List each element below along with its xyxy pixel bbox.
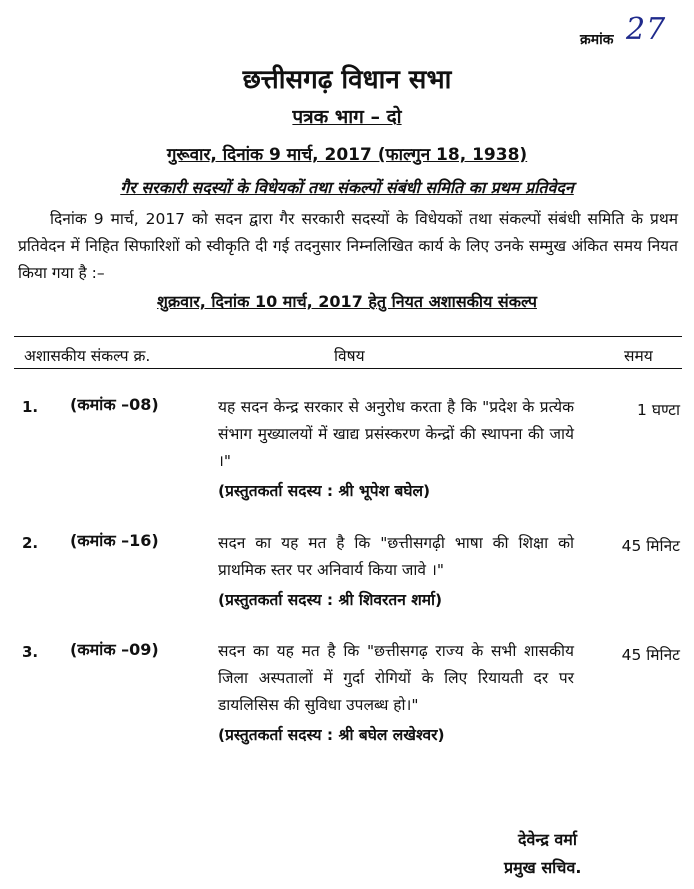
row-2-subject <box>218 530 574 614</box>
row-1-resolution-no: (कमांक –08) <box>70 395 159 414</box>
signatory-designation: प्रमुख सचिव. <box>504 858 582 877</box>
committee-heading: गैर सरकारी सदस्यों के विधेयकों तथा संकल्पों संबंधी समिति का प्रथम प्रतिवेदन <box>120 178 574 197</box>
table-top-rule <box>14 336 682 337</box>
header-time: समय <box>624 347 653 365</box>
signatory-name: देवेन्द्र वर्मा <box>518 830 578 849</box>
row-2-text: सदन का यह मत है कि "छत्तीसगढ़ी भाषा की शिक्षा को प्राथमिक स्तर पर अनिवार्य किया जावे ।" <box>218 534 574 579</box>
bulletin-part: पत्रक भाग – दो <box>292 106 402 128</box>
date-line: गुरूवार, दिनांक 9 मार्च, 2017 (फाल्गुन 18, 1938) <box>166 145 528 165</box>
assembly-title: छत्तीसगढ़ विधान सभा <box>242 65 452 95</box>
serial-number-handwritten: 27 <box>626 12 667 47</box>
row-1-subject <box>218 394 574 505</box>
row-3-resolution-no: (कमांक –09) <box>70 640 159 659</box>
presenter-name: श्री भूपेश बघेल) <box>338 482 431 500</box>
presenter-name: श्री बघेल लखेश्वर) <box>338 726 445 744</box>
row-2-presenter <box>218 587 574 614</box>
row-3-subject <box>218 638 574 749</box>
row-1-time: 1 घण्टा <box>637 401 680 419</box>
presenter-label: (प्रस्तुतकर्ता सदस्य : <box>218 591 339 609</box>
intro-paragraph: दिनांक 9 मार्च, 2017 को सदन द्वारा गैर सरकारी सदस्यों के विधेयकों तथा संकल्पों संबंधी समिति के प्रथम प्रतिवेदन में निहित सिफारिशों को स्वीकृति दी गई तदनुसार निम्नलिखित कार्य के लिए उनके सम्मुख अंकित समय नियत किया गया है :– <box>18 210 678 282</box>
row-1-presenter <box>218 478 574 505</box>
row-3-text: सदन का यह मत है कि "छत्तीसगढ़ राज्य के सभी शासकीय जिला अस्पतालों में गुर्दा रोगियों के लिए रियायती दर पर डायलिसिस की सुविधा उपलब्ध हो।" <box>218 642 574 714</box>
row-1-text: यह सदन केन्द्र सरकार से अनुरोध करता है कि "प्रदेश के प्रत्येक संभाग मुख्यालयों में खाद्य प्रसंस्करण केन्द्रों की स्थापना की जाये ।" <box>218 398 574 470</box>
header-resolution-no: अशासकीय संकल्प क्र. <box>24 347 151 365</box>
header-subject: विषय <box>334 347 365 365</box>
presenter-name: श्री शिवरतन शर्मा) <box>338 591 443 609</box>
row-1-serial: 1. <box>22 398 39 416</box>
row-3-presenter <box>218 722 574 749</box>
row-2-resolution-no: (कमांक –16) <box>70 531 159 550</box>
serial-label: क्रमांक <box>580 32 614 48</box>
row-3-time: 45 मिनिट <box>621 646 680 664</box>
presenter-label: (प्रस्तुतकर्ता सदस्य : <box>218 482 339 500</box>
row-2-serial: 2. <box>22 534 39 552</box>
row-3-serial: 3. <box>22 643 39 661</box>
presenter-label: (प्रस्तुतकर्ता सदस्य : <box>218 726 339 744</box>
table-header-rule <box>14 368 682 369</box>
friday-heading: शुक्रवार, दिनांक 10 मार्च, 2017 हेतु नियत अशासकीय संकल्प <box>157 292 537 311</box>
row-2-time: 45 मिनिट <box>621 537 680 555</box>
